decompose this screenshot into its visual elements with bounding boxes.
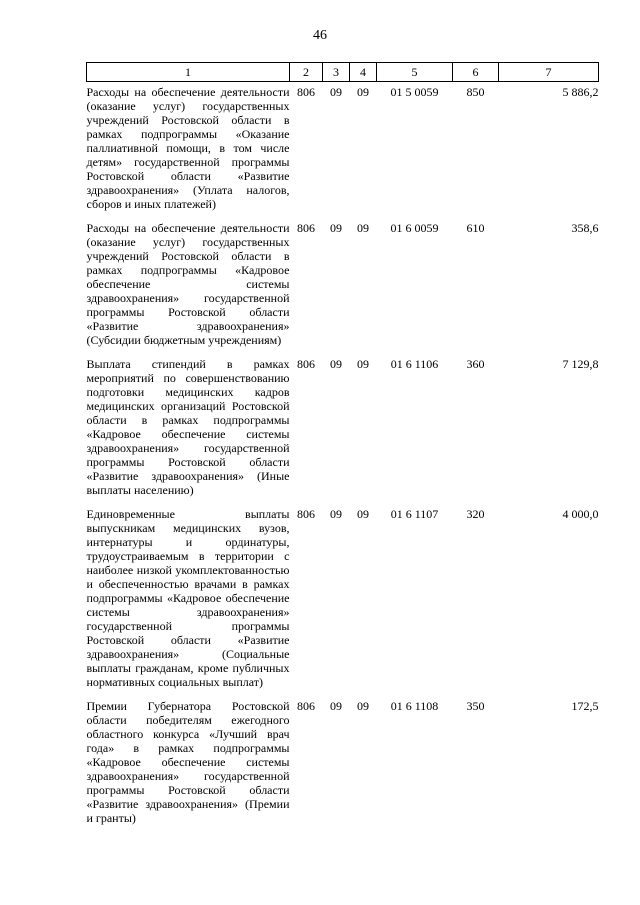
row-rz: 09: [330, 507, 342, 521]
header-col-6: 6: [453, 63, 499, 82]
row-ved: 806: [297, 507, 315, 521]
row-description: Выплата стипендий в рамках мероприятий по совершенствованию подготовки медицинских кадров медицинских организаций Ростовской области в рамках подпрограммы «Кадровое обеспечение системы здравоохранения» государственной программы Ростовской области «Развитие здравоохранения» (Иные выплаты населению): [86, 357, 290, 497]
header-col-3: 3: [323, 63, 350, 82]
row-vr: 610: [466, 221, 485, 235]
table-header-row: [87, 63, 599, 82]
header-col-4: 4: [350, 63, 377, 82]
row-vr: 850: [466, 85, 485, 99]
row-rz: 09: [330, 357, 342, 371]
row-ved: 806: [297, 357, 315, 371]
budget-table: [86, 62, 599, 825]
row-sum: 358,6: [571, 221, 599, 235]
row-sum: 7 129,8: [562, 357, 599, 371]
row-vr: 350: [466, 699, 485, 713]
row-description: Расходы на обеспечение деятельности (оказание услуг) государственных учреждений Ростовской области в рамках подпрограммы «Оказание паллиативной помощи, в том числе детям» государственной программы Ростовской области «Развитие здравоохранения» (Уплата налогов, сборов и иных платежей): [86, 85, 290, 211]
table-row: [87, 693, 599, 825]
table-row: [87, 351, 599, 501]
row-csr: 01 6 1107: [390, 507, 439, 521]
row-csr: 01 6 1106: [390, 357, 439, 371]
row-pr: 09: [357, 85, 369, 99]
row-pr: 09: [357, 221, 369, 235]
row-sum: 172,5: [571, 699, 599, 713]
header-col-1: 1: [87, 63, 290, 82]
row-pr: 09: [357, 507, 369, 521]
row-rz: 09: [330, 85, 342, 99]
row-sum: 4 000,0: [562, 507, 599, 521]
header-col-5: 5: [377, 63, 453, 82]
row-csr: 01 5 0059: [390, 85, 439, 99]
row-vr: 360: [466, 357, 485, 371]
page-number: 46: [313, 28, 327, 43]
row-pr: 09: [357, 699, 369, 713]
row-csr: 01 6 0059: [390, 221, 439, 235]
row-ved: 806: [297, 221, 315, 235]
row-description: Единовременные выплаты выпускникам медицинских вузов, интернатуры и ординатуры, трудоустраиваемым в территории с наиболее низкой укомплектованностью и обеспеченностью врачами в рамках подпрограммы «Кадровое обеспечение системы здравоохранения» государственной программы Ростовской области «Развитие здравоохранения» (Социальные выплаты гражданам, кроме публичных нормативных социальных выплат): [86, 507, 290, 689]
header-col-7: 7: [499, 63, 599, 82]
row-description: Премии Губернатора Ростовской области победителям ежегодного областного конкурса «Лучший врач года» в рамках подпрограммы «Кадровое обеспечение системы здравоохранения» государственной программы Ростовской области «Развитие здравоохранения» (Премии и гранты): [86, 699, 290, 825]
table-row: [87, 501, 599, 693]
table-row: [87, 215, 599, 351]
row-description: Расходы на обеспечение деятельности (оказание услуг) государственных учреждений Ростовской области в рамках подпрограммы «Кадровое обеспечение системы здравоохранения» государственной программы Ростовской области «Развитие здравоохранения» (Субсидии бюджетным учреждениям): [86, 221, 290, 347]
row-rz: 09: [330, 221, 342, 235]
row-sum: 5 886,2: [562, 85, 599, 99]
row-pr: 09: [357, 357, 369, 371]
row-vr: 320: [466, 507, 485, 521]
row-ved: 806: [297, 699, 315, 713]
header-col-2: 2: [290, 63, 323, 82]
row-ved: 806: [297, 85, 315, 99]
table-row: [87, 82, 599, 216]
row-csr: 01 6 1108: [390, 699, 439, 713]
row-rz: 09: [330, 699, 342, 713]
